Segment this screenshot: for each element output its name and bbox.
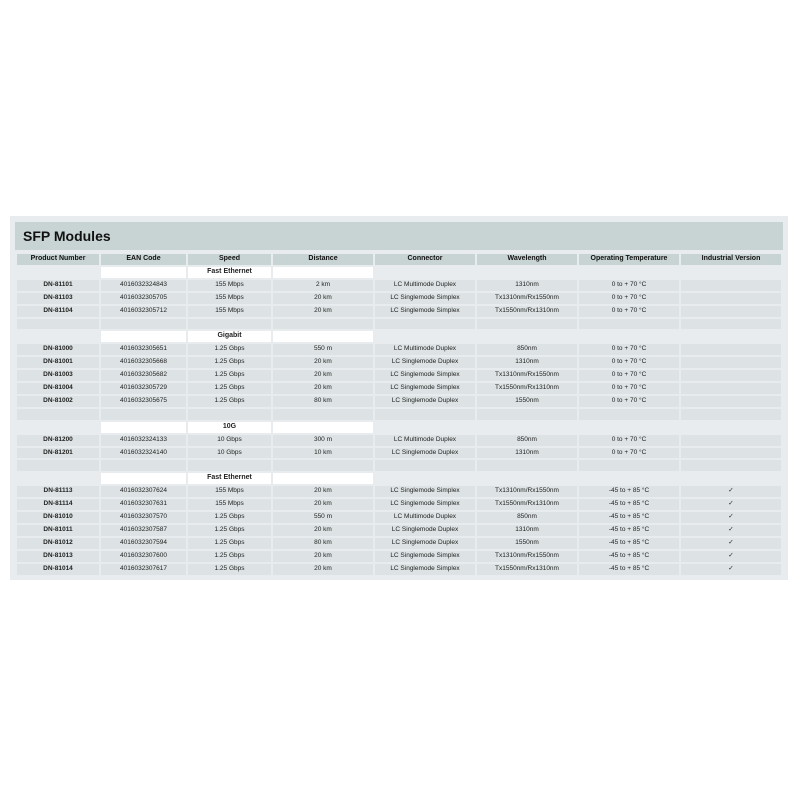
table-cell: 1.25 Gbps bbox=[188, 357, 271, 368]
spacer-row bbox=[17, 460, 781, 471]
table-row bbox=[17, 486, 781, 497]
industrial-check: ✓ bbox=[681, 512, 781, 523]
section-label: Fast Ethernet bbox=[188, 473, 271, 484]
table-row bbox=[17, 448, 781, 459]
table-cell: Tx1310nm/Rx1550nm bbox=[477, 551, 577, 562]
section-cell bbox=[375, 331, 475, 342]
sfp-modules-table bbox=[15, 252, 783, 577]
section-cell bbox=[477, 473, 577, 484]
table-cell: 1310nm bbox=[477, 448, 577, 459]
table-cell: 850nm bbox=[477, 435, 577, 446]
table-cell: LC Singlemode Simplex bbox=[375, 564, 475, 575]
spacer-cell bbox=[101, 319, 186, 330]
spacer-cell bbox=[101, 409, 186, 420]
column-header: EAN Code bbox=[101, 254, 186, 265]
table-row bbox=[17, 538, 781, 549]
table-cell: LC Singlemode Duplex bbox=[375, 448, 475, 459]
spacer-cell bbox=[273, 460, 373, 471]
table-cell: 0 to + 70 °C bbox=[579, 370, 679, 381]
industrial-check: ✓ bbox=[681, 538, 781, 549]
table-cell: Tx1310nm/Rx1550nm bbox=[477, 293, 577, 304]
section-cell bbox=[375, 473, 475, 484]
spacer-cell bbox=[579, 460, 679, 471]
table-cell: 10 Gbps bbox=[188, 435, 271, 446]
industrial-check bbox=[681, 448, 781, 459]
table-cell: 550 m bbox=[273, 512, 373, 523]
product-number: DN-81000 bbox=[17, 344, 99, 355]
column-header: Industrial Version bbox=[681, 254, 781, 265]
spacer-cell bbox=[579, 409, 679, 420]
table-cell: 0 to + 70 °C bbox=[579, 306, 679, 317]
table-cell: LC Singlemode Simplex bbox=[375, 370, 475, 381]
table-cell: 20 km bbox=[273, 551, 373, 562]
table-cell: 1550nm bbox=[477, 538, 577, 549]
product-number: DN-81014 bbox=[17, 564, 99, 575]
table-cell: 155 Mbps bbox=[188, 280, 271, 291]
spacer-cell bbox=[477, 409, 577, 420]
section-cell bbox=[477, 422, 577, 433]
spacer-cell bbox=[681, 319, 781, 330]
product-number: DN-81003 bbox=[17, 370, 99, 381]
industrial-check bbox=[681, 370, 781, 381]
table-cell: 4016032324843 bbox=[101, 280, 186, 291]
column-header: Product Number bbox=[17, 254, 99, 265]
spacer-cell bbox=[188, 460, 271, 471]
product-number: DN-81001 bbox=[17, 357, 99, 368]
section-cell bbox=[681, 422, 781, 433]
table-cell: 4016032324133 bbox=[101, 435, 186, 446]
section-cell bbox=[273, 473, 373, 484]
table-cell: 4016032307600 bbox=[101, 551, 186, 562]
table-cell: 80 km bbox=[273, 538, 373, 549]
product-number: DN-81002 bbox=[17, 396, 99, 407]
section-cell bbox=[375, 422, 475, 433]
section-cell bbox=[273, 267, 373, 278]
table-cell: LC Singlemode Simplex bbox=[375, 551, 475, 562]
table-row bbox=[17, 280, 781, 291]
table-row bbox=[17, 293, 781, 304]
table-cell: 2 km bbox=[273, 280, 373, 291]
section-cell bbox=[579, 422, 679, 433]
table-cell: LC Singlemode Simplex bbox=[375, 499, 475, 510]
table-cell: -45 to + 85 °C bbox=[579, 538, 679, 549]
section-cell bbox=[477, 331, 577, 342]
spacer-cell bbox=[477, 460, 577, 471]
spacer-cell bbox=[273, 409, 373, 420]
section-cell bbox=[101, 331, 186, 342]
section-row bbox=[17, 267, 781, 278]
spacer-cell bbox=[273, 319, 373, 330]
table-cell: 4016032305675 bbox=[101, 396, 186, 407]
table-cell: 0 to + 70 °C bbox=[579, 293, 679, 304]
column-header: Operating Temperature bbox=[579, 254, 679, 265]
table-cell: LC Singlemode Duplex bbox=[375, 525, 475, 536]
table-cell: 4016032307617 bbox=[101, 564, 186, 575]
table-cell: 20 km bbox=[273, 383, 373, 394]
product-number: DN-81114 bbox=[17, 499, 99, 510]
section-cell bbox=[273, 422, 373, 433]
column-header: Connector bbox=[375, 254, 475, 265]
table-row bbox=[17, 344, 781, 355]
table-cell: 4016032307587 bbox=[101, 525, 186, 536]
table-cell: 1310nm bbox=[477, 280, 577, 291]
column-header: Distance bbox=[273, 254, 373, 265]
table-cell: 0 to + 70 °C bbox=[579, 344, 679, 355]
spacer-cell bbox=[375, 319, 475, 330]
product-number: DN-81010 bbox=[17, 512, 99, 523]
column-header: Speed bbox=[188, 254, 271, 265]
table-cell: 1.25 Gbps bbox=[188, 564, 271, 575]
industrial-check bbox=[681, 293, 781, 304]
table-cell: 4016032305705 bbox=[101, 293, 186, 304]
table-cell: 0 to + 70 °C bbox=[579, 396, 679, 407]
table-cell: 0 to + 70 °C bbox=[579, 280, 679, 291]
product-number: DN-81012 bbox=[17, 538, 99, 549]
spacer-cell bbox=[477, 319, 577, 330]
table-cell: LC Singlemode Simplex bbox=[375, 486, 475, 497]
sfp-modules-panel bbox=[10, 216, 788, 580]
industrial-check: ✓ bbox=[681, 564, 781, 575]
table-cell: 155 Mbps bbox=[188, 499, 271, 510]
spacer-cell bbox=[101, 460, 186, 471]
section-cell bbox=[375, 267, 475, 278]
spacer-cell bbox=[681, 409, 781, 420]
section-cell bbox=[579, 267, 679, 278]
table-cell: -45 to + 85 °C bbox=[579, 564, 679, 575]
table-row bbox=[17, 370, 781, 381]
table-cell: 4016032305682 bbox=[101, 370, 186, 381]
table-cell: Tx1310nm/Rx1550nm bbox=[477, 486, 577, 497]
table-cell: -45 to + 85 °C bbox=[579, 525, 679, 536]
industrial-check bbox=[681, 357, 781, 368]
section-cell bbox=[681, 473, 781, 484]
table-cell: LC Multimode Duplex bbox=[375, 512, 475, 523]
product-number: DN-81103 bbox=[17, 293, 99, 304]
table-row bbox=[17, 551, 781, 562]
table-row bbox=[17, 512, 781, 523]
table-cell: 20 km bbox=[273, 357, 373, 368]
product-number: DN-81200 bbox=[17, 435, 99, 446]
industrial-check bbox=[681, 435, 781, 446]
section-cell bbox=[579, 473, 679, 484]
spacer-cell bbox=[17, 460, 99, 471]
section-cell bbox=[579, 331, 679, 342]
product-number: DN-81201 bbox=[17, 448, 99, 459]
table-cell: Tx1550nm/Rx1310nm bbox=[477, 383, 577, 394]
product-number: DN-81104 bbox=[17, 306, 99, 317]
industrial-check bbox=[681, 383, 781, 394]
section-cell bbox=[681, 331, 781, 342]
table-cell: 20 km bbox=[273, 499, 373, 510]
table-cell: 1.25 Gbps bbox=[188, 551, 271, 562]
table-cell: 1.25 Gbps bbox=[188, 396, 271, 407]
table-cell: 1550nm bbox=[477, 396, 577, 407]
spacer-cell bbox=[375, 460, 475, 471]
table-cell: 1.25 Gbps bbox=[188, 538, 271, 549]
table-cell: 10 Gbps bbox=[188, 448, 271, 459]
table-row bbox=[17, 357, 781, 368]
product-number: DN-81101 bbox=[17, 280, 99, 291]
section-label: Fast Ethernet bbox=[188, 267, 271, 278]
table-title: SFP Modules bbox=[15, 222, 783, 250]
section-cell bbox=[101, 267, 186, 278]
table-cell: -45 to + 85 °C bbox=[579, 499, 679, 510]
table-cell: 10 km bbox=[273, 448, 373, 459]
industrial-check bbox=[681, 306, 781, 317]
table-header-row bbox=[17, 254, 781, 265]
spacer-cell bbox=[17, 319, 99, 330]
table-cell: Tx1550nm/Rx1310nm bbox=[477, 499, 577, 510]
product-number: DN-81113 bbox=[17, 486, 99, 497]
section-label: Gigabit bbox=[188, 331, 271, 342]
table-cell: 4016032305712 bbox=[101, 306, 186, 317]
spacer-row bbox=[17, 409, 781, 420]
table-cell: 4016032324140 bbox=[101, 448, 186, 459]
industrial-check: ✓ bbox=[681, 499, 781, 510]
table-cell: 155 Mbps bbox=[188, 486, 271, 497]
table-cell: LC Singlemode Duplex bbox=[375, 396, 475, 407]
table-cell: 1.25 Gbps bbox=[188, 512, 271, 523]
table-cell: 20 km bbox=[273, 306, 373, 317]
product-number: DN-81011 bbox=[17, 525, 99, 536]
table-cell: -45 to + 85 °C bbox=[579, 486, 679, 497]
table-cell: LC Singlemode Simplex bbox=[375, 293, 475, 304]
industrial-check: ✓ bbox=[681, 551, 781, 562]
table-row bbox=[17, 396, 781, 407]
section-cell bbox=[681, 267, 781, 278]
table-cell: 550 m bbox=[273, 344, 373, 355]
section-row bbox=[17, 331, 781, 342]
product-number: DN-81004 bbox=[17, 383, 99, 394]
section-cell bbox=[17, 267, 99, 278]
table-cell: Tx1310nm/Rx1550nm bbox=[477, 370, 577, 381]
section-cell bbox=[17, 473, 99, 484]
table-cell: 80 km bbox=[273, 396, 373, 407]
spacer-cell bbox=[681, 460, 781, 471]
table-row bbox=[17, 499, 781, 510]
spacer-cell bbox=[188, 409, 271, 420]
table-cell: 20 km bbox=[273, 370, 373, 381]
table-cell: Tx1550nm/Rx1310nm bbox=[477, 564, 577, 575]
table-cell: 4016032305668 bbox=[101, 357, 186, 368]
table-cell: 0 to + 70 °C bbox=[579, 357, 679, 368]
table-cell: 20 km bbox=[273, 486, 373, 497]
section-cell bbox=[101, 422, 186, 433]
table-cell: 155 Mbps bbox=[188, 293, 271, 304]
section-row bbox=[17, 473, 781, 484]
industrial-check: ✓ bbox=[681, 525, 781, 536]
table-cell: 20 km bbox=[273, 564, 373, 575]
table-cell: -45 to + 85 °C bbox=[579, 551, 679, 562]
table-cell: -45 to + 85 °C bbox=[579, 512, 679, 523]
table-cell: 850nm bbox=[477, 512, 577, 523]
table-cell: 4016032307631 bbox=[101, 499, 186, 510]
table-cell: 4016032305651 bbox=[101, 344, 186, 355]
table-row bbox=[17, 525, 781, 536]
table-cell: 4016032307594 bbox=[101, 538, 186, 549]
table-row bbox=[17, 383, 781, 394]
section-cell bbox=[17, 422, 99, 433]
industrial-check bbox=[681, 344, 781, 355]
table-cell: LC Multimode Duplex bbox=[375, 280, 475, 291]
section-label: 10G bbox=[188, 422, 271, 433]
spacer-cell bbox=[188, 319, 271, 330]
table-cell: 1.25 Gbps bbox=[188, 370, 271, 381]
section-cell bbox=[273, 331, 373, 342]
table-cell: 0 to + 70 °C bbox=[579, 448, 679, 459]
industrial-check bbox=[681, 280, 781, 291]
table-cell: 850nm bbox=[477, 344, 577, 355]
spacer-cell bbox=[17, 409, 99, 420]
table-cell: 0 to + 70 °C bbox=[579, 383, 679, 394]
table-cell: LC Singlemode Simplex bbox=[375, 383, 475, 394]
table-cell: 4016032307570 bbox=[101, 512, 186, 523]
table-cell: LC Multimode Duplex bbox=[375, 344, 475, 355]
table-cell: 4016032305729 bbox=[101, 383, 186, 394]
table-row bbox=[17, 435, 781, 446]
industrial-check: ✓ bbox=[681, 486, 781, 497]
table-row bbox=[17, 306, 781, 317]
table-cell: 1310nm bbox=[477, 525, 577, 536]
product-number: DN-81013 bbox=[17, 551, 99, 562]
table-cell: LC Singlemode Duplex bbox=[375, 357, 475, 368]
table-cell: 1.25 Gbps bbox=[188, 525, 271, 536]
table-cell: 20 km bbox=[273, 293, 373, 304]
table-cell: Tx1550nm/Rx1310nm bbox=[477, 306, 577, 317]
spacer-cell bbox=[579, 319, 679, 330]
table-cell: 300 m bbox=[273, 435, 373, 446]
table-row bbox=[17, 564, 781, 575]
section-cell bbox=[101, 473, 186, 484]
section-cell bbox=[477, 267, 577, 278]
table-cell: 4016032307624 bbox=[101, 486, 186, 497]
table-cell: LC Singlemode Duplex bbox=[375, 538, 475, 549]
table-cell: 1310nm bbox=[477, 357, 577, 368]
column-header: Wavelength bbox=[477, 254, 577, 265]
table-cell: 1.25 Gbps bbox=[188, 383, 271, 394]
table-cell: LC Singlemode Simplex bbox=[375, 306, 475, 317]
industrial-check bbox=[681, 396, 781, 407]
section-row bbox=[17, 422, 781, 433]
table-cell: LC Multimode Duplex bbox=[375, 435, 475, 446]
section-cell bbox=[17, 331, 99, 342]
table-cell: 20 km bbox=[273, 525, 373, 536]
spacer-row bbox=[17, 319, 781, 330]
spacer-cell bbox=[375, 409, 475, 420]
table-cell: 155 Mbps bbox=[188, 306, 271, 317]
table-cell: 1.25 Gbps bbox=[188, 344, 271, 355]
table-cell: 0 to + 70 °C bbox=[579, 435, 679, 446]
